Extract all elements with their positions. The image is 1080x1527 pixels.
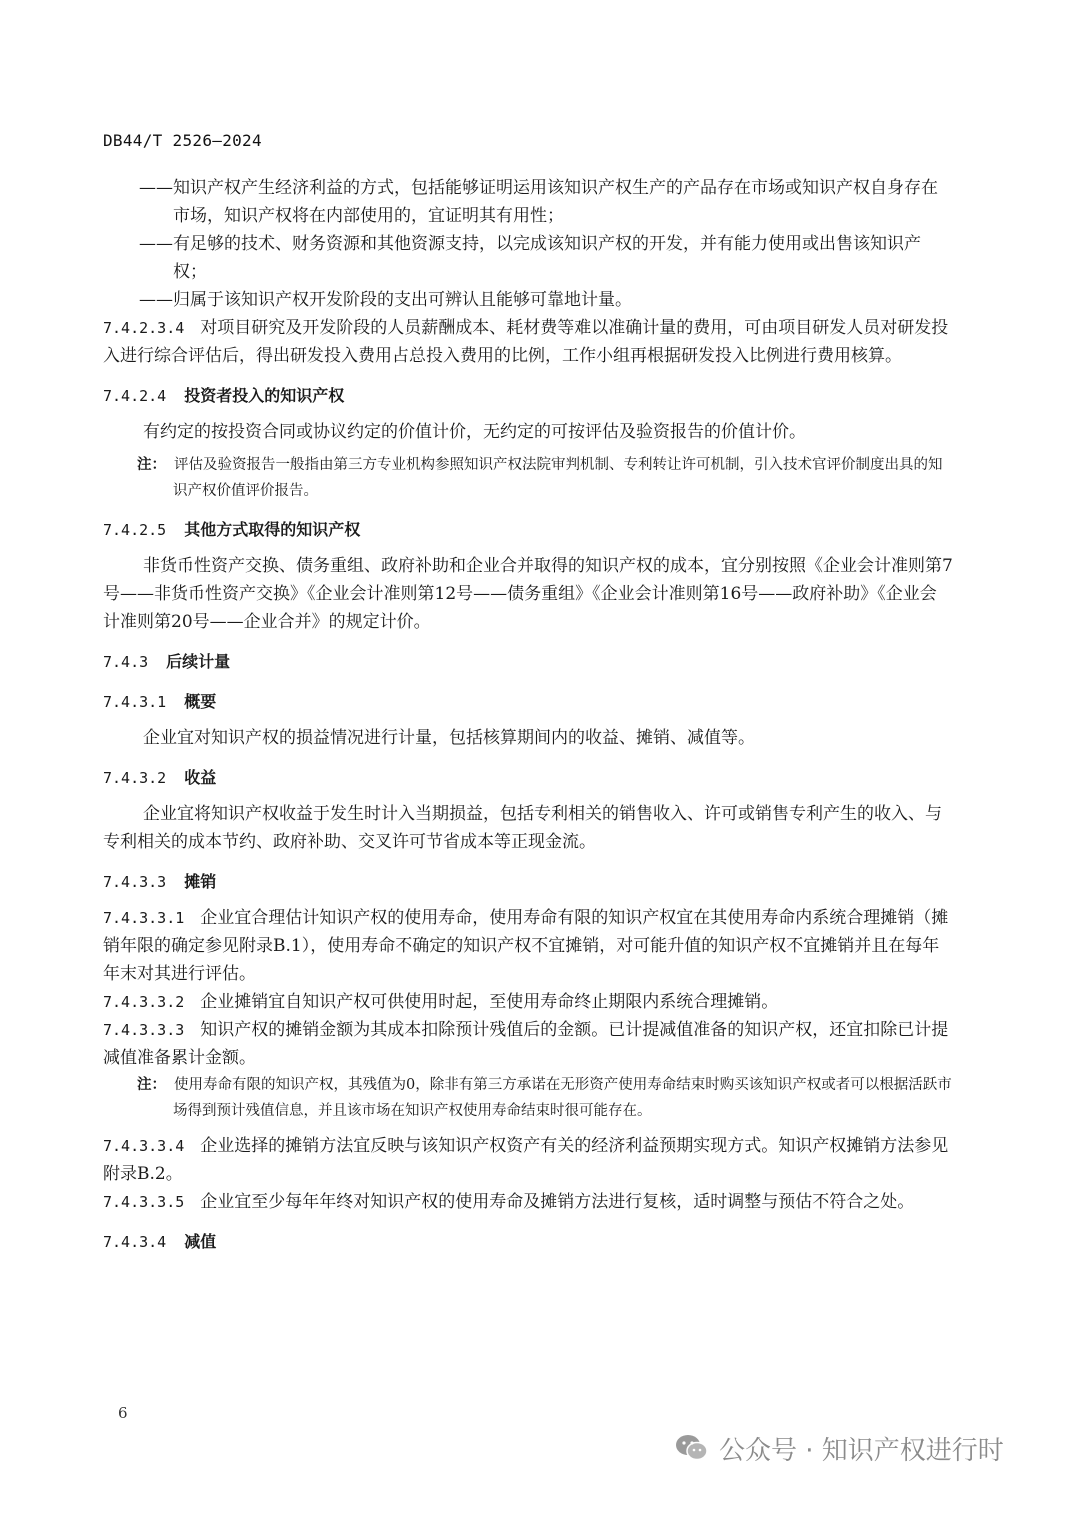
section-title: 减值 — [184, 1232, 217, 1251]
clause-paragraph — [103, 988, 953, 1016]
body-paragraph: 非货币性资产交换、债务重组、政府补助和企业合并取得的知识产权的成本，宜分别按照《企业会计准则第7号——非货币性资产交换》《企业会计准则第12号——债务重组》《企业会计准则第16号——政府补助》《企业会计准则第20号——企业合并》的规定计价。 — [103, 556, 953, 632]
dash-list-item: ——知识产权产生经济利益的方式，包括能够证明运用该知识产权生产的产品存在市场或知识产权自身存在市场，知识产权将在内部使用的，宜证明其有用性； — [139, 178, 938, 226]
clause-text: 企业摊销宜自知识产权可供使用时起，至使用寿命终止期限内系统合理摊销。 — [200, 992, 779, 1012]
document-body — [103, 174, 953, 1264]
section-title: 其他方式取得的知识产权 — [184, 520, 361, 539]
section-heading — [103, 382, 953, 410]
body-paragraph: 企业宜将知识产权收益于发生时计入当期损益，包括专利相关的销售收入、许可或销售专利产生的收入、与专利相关的成本节约、政府补助、交叉许可节省成本等正现金流。 — [103, 804, 942, 852]
section-number: 7.4.3.2 — [103, 769, 167, 787]
section-number: 7.4.2.5 — [103, 521, 167, 539]
section-number: 7.4.3.3 — [103, 873, 167, 891]
note — [103, 452, 953, 504]
section-number: 7.4.3.4 — [103, 1233, 167, 1251]
clause-text: 对项目研究及开发阶段的人员薪酬成本、耗材费等难以准确计量的费用，可由项目研发人员对研发投入进行综合评估后，得出研发投入费用占总投入费用的比例，工作小组再根据研发投入比例进行费用核算。 — [103, 318, 949, 366]
dash-list-item: ——归属于该知识产权开发阶段的支出可辨认且能够可靠地计量。 — [139, 290, 632, 310]
note-text: 评估及验资报告一般指由第三方专业机构参照知识产权法院审判机制、专利转让许可机制，引入技术官评价制度出具的知识产权价值评价报告。 — [173, 457, 943, 499]
clause-number: 7.4.3.3.1 — [103, 909, 185, 927]
document-code: DB44/T 2526—2024 — [103, 131, 262, 150]
section-heading — [103, 516, 953, 544]
body-paragraph: 企业宜对知识产权的损益情况进行计量，包括核算期间内的收益、摊销、减值等。 — [143, 728, 755, 748]
section-title: 摊销 — [184, 872, 217, 891]
section-title: 收益 — [184, 768, 217, 787]
watermark — [675, 1428, 1004, 1468]
clause-paragraph — [103, 904, 953, 988]
section-heading — [103, 648, 953, 676]
clause-text: 知识产权的摊销金额为其成本扣除预计残值后的金额。已计提减值准备的知识产权，还宜扣除已计提减值准备累计金额。 — [103, 1020, 949, 1068]
watermark-text: 公众号 · 知识产权进行时 — [719, 1435, 1004, 1466]
note-text: 使用寿命有限的知识产权，其残值为0，除非有第三方承诺在无形资产使用寿命结束时购买该知识产权或者可以根据活跃市场得到预计残值信息，并且该市场在知识产权使用寿命结束时很可能存在。 — [173, 1077, 952, 1119]
note — [103, 1072, 953, 1124]
page-number: 6 — [118, 1404, 128, 1422]
section-heading — [103, 688, 953, 716]
section-number: 7.4.3 — [103, 653, 149, 671]
wechat-icon — [675, 1433, 709, 1463]
clause-paragraph — [103, 1016, 953, 1072]
body-paragraph: 有约定的按投资合同或协议约定的价值计价，无约定的可按评估及验资报告的价值计价。 — [143, 422, 806, 442]
section-title: 投资者投入的知识产权 — [184, 386, 345, 405]
clause-paragraph — [103, 1132, 953, 1188]
note-label: 注： — [137, 457, 166, 473]
clause-text: 企业宜合理估计知识产权的使用寿命，使用寿命有限的知识产权宜在其使用寿命内系统合理摊销（摊销年限的确定参见附录B.1），使用寿命不确定的知识产权不宜摊销，对可能升值的知识产权不宜摊销并且在每年年末对其进行评估。 — [103, 908, 949, 984]
clause-paragraph — [103, 314, 953, 370]
section-number: 7.4.3.1 — [103, 693, 167, 711]
clause-text: 企业选择的摊销方法宜反映与该知识产权资产有关的经济利益预期实现方式。知识产权摊销方法参见附录B.2。 — [103, 1136, 949, 1184]
clause-text: 企业宜至少每年年终对知识产权的使用寿命及摊销方法进行复核，适时调整与预估不符合之处。 — [200, 1192, 915, 1212]
section-title: 概要 — [184, 692, 217, 711]
section-heading — [103, 1228, 953, 1256]
note-label: 注： — [137, 1077, 166, 1093]
clause-paragraph — [103, 1188, 953, 1216]
clause-number: 7.4.3.3.3 — [103, 1021, 185, 1039]
dash-list-item: ——有足够的技术、财务资源和其他资源支持，以完成该知识产权的开发，并有能力使用或出售该知识产权； — [139, 234, 921, 282]
section-heading — [103, 868, 953, 896]
clause-number: 7.4.3.3.5 — [103, 1193, 185, 1211]
section-title: 后续计量 — [166, 652, 231, 671]
clause-number: 7.4.2.3.4 — [103, 319, 185, 337]
section-heading — [103, 764, 953, 792]
clause-number: 7.4.3.3.2 — [103, 993, 185, 1011]
clause-number: 7.4.3.3.4 — [103, 1137, 185, 1155]
section-number: 7.4.2.4 — [103, 387, 167, 405]
